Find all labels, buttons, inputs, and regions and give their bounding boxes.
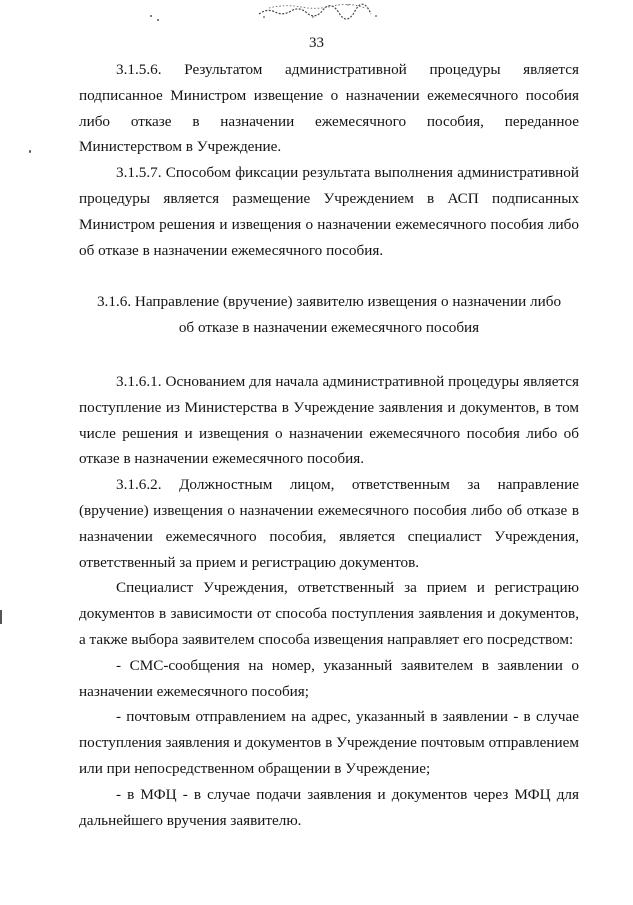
list-item-post: - почтовым отправлением на адрес, указанный в заявлении - в случае поступления заявления и документов в Учреждение почтовым отправлением или при непосредственном обращении в Учреждение; [79, 708, 579, 777]
paragraph-specialist: Специалист Учреждения, ответственный за прием и регистрацию документов в зависимости от способа поступления заявления и документов, а также выбора заявителем способа извещения направляет его посредством: [79, 579, 579, 648]
page-number: 33 [309, 35, 324, 51]
scan-speck [29, 150, 31, 153]
scan-noise-icon [255, 2, 385, 20]
document-body [79, 57, 579, 833]
section-heading-line-1: 3.1.6. Направление (вручение) заявителю извещения о назначении либо [96, 293, 562, 311]
scan-edge-mark [0, 610, 2, 624]
list-item-sms: - СМС-сообщения на номер, указанный заявителем в заявлении о назначении ежемесячного пособия; [79, 656, 579, 700]
paragraph-3-1-6-1: 3.1.6.1. Основанием для начала административной процедуры является поступление из Министерства в Учреждение заявления и документов, в том числе решения и извещения о назначении ежемесячного пособия либо об отказе в назначении ежемесячного пособия. [79, 372, 579, 468]
paragraph-3-1-5-7: 3.1.5.7. Способом фиксации результата выполнения административной процедуры является размещение Учреждением в АСП подписанных Министром решения и извещения о назначении ежемесячного пособия либо об отказе в назначении ежемесячного пособия. [79, 164, 579, 259]
paragraph-3-1-6-2: 3.1.6.2. Должностным лицом, ответственным за направление (вручение) извещения о назначении ежемесячного пособия либо об отказе в назначении ежемесячного пособия, является специалист Учреждения, ответственный за прием и регистрацию документов. [79, 476, 579, 571]
scan-speck [150, 15, 152, 17]
scan-speck [157, 19, 159, 21]
paragraph-3-1-5-6: 3.1.5.6. Результатом административной процедуры является подписанное Министром извещение о назначении ежемесячного пособия либо отказе в назначении ежемесячного пособия, переданное Министерством в Учреждение. [79, 61, 579, 156]
section-heading-line-2: об отказе в назначении ежемесячного пособия [178, 319, 480, 337]
scan-artifact [255, 2, 385, 20]
list-item-mfc: - в МФЦ - в случае подачи заявления и документов через МФЦ для дальнейшего вручения заявителю. [79, 785, 579, 829]
